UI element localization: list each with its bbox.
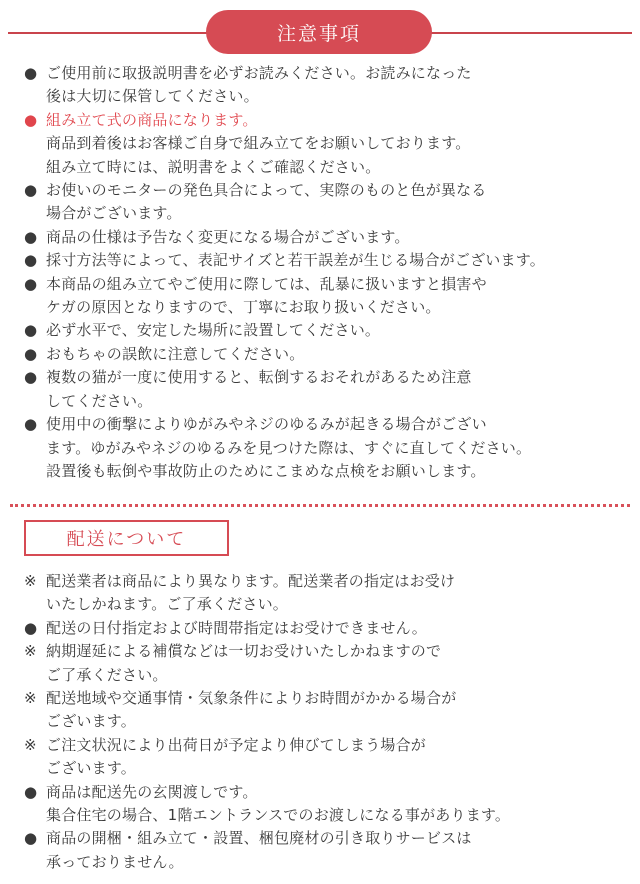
- item-text-line: 商品は配送先の玄関渡しです。: [46, 782, 258, 801]
- list-item: [24, 319, 624, 342]
- delivery-list: [24, 570, 624, 874]
- list-item: [24, 226, 624, 249]
- item-text-line: ます。ゆがみやネジのゆるみを見つけた際は、すぐに直してください。: [46, 438, 532, 457]
- list-item: [24, 132, 624, 179]
- item-text-line: 使用中の衝撃によりゆがみやネジのゆるみが起きる場合がござい: [46, 415, 487, 434]
- list-item: [24, 734, 624, 781]
- item-text-line: 承っておりません。: [46, 852, 184, 871]
- delivery-title: 配送について: [24, 520, 229, 556]
- item-text-line: 配送業者は商品により異なります。配送業者の指定はお受け: [46, 572, 456, 590]
- bullet-mark: ●: [24, 227, 38, 246]
- item-text-line: 組み立て式の商品になります。: [46, 110, 258, 129]
- note-mark: ※: [24, 642, 37, 661]
- notes-list: [24, 62, 624, 483]
- item-text-line: ございます。: [46, 712, 137, 731]
- item-text-line: 後は大切に保管してください。: [46, 87, 259, 106]
- bullet-mark: ●: [24, 829, 38, 848]
- list-item: [24, 781, 624, 804]
- item-text-line: 設置後も転倒や事故防止のためにこまめな点検をお願いします。: [46, 461, 486, 480]
- notes-header: [0, 10, 640, 54]
- list-item: [24, 366, 624, 413]
- item-text-line: ございます。: [46, 759, 137, 778]
- item-text-line: ケガの原因となりますので、丁寧にお取り扱いください。: [46, 298, 441, 317]
- bullet-mark: ●: [24, 64, 38, 82]
- list-item: [24, 249, 624, 272]
- bullet-mark: ●: [24, 618, 38, 637]
- list-item: [24, 640, 624, 687]
- item-text-line: 商品の仕様は予告なく変更になる場合がございます。: [46, 227, 410, 246]
- item-text-line: 納期遅延による補償などは一切お受けいたしかねますので: [46, 642, 442, 661]
- item-text-line: 採寸方法等によって、表記サイズと若干誤差が生じる場合がございます。: [46, 251, 545, 270]
- list-item: [24, 804, 624, 827]
- list-item: [24, 273, 624, 320]
- item-text-line: 複数の猫が一度に使用すると、転倒するおそれがあるため注意: [46, 368, 472, 387]
- bullet-mark: ●: [24, 344, 38, 363]
- list-item: [24, 617, 624, 640]
- bullet-mark: ●: [24, 368, 38, 387]
- bullet-mark: ●: [24, 181, 38, 200]
- item-text-line: 配送地域や交通事情・気象条件によりお時間がかかる場合が: [46, 689, 457, 708]
- item-text-line: 配送の日付指定および時間帯指定はお受けできません。: [46, 618, 427, 637]
- item-text-line: ご注文状況により出荷日が予定より伸びてしまう場合が: [46, 735, 427, 754]
- bullet-mark: ●: [24, 274, 38, 293]
- item-text-line: 必ず水平で、安定した場所に設置してください。: [46, 321, 381, 340]
- notes-title: 注意事項: [206, 10, 432, 54]
- note-mark: ※: [24, 572, 37, 590]
- item-text-line: お使いのモニターの発色具合によって、実際のものと色が異なる: [46, 181, 487, 200]
- note-mark: ※: [24, 689, 37, 708]
- list-item: [24, 109, 624, 132]
- item-text-line: 集合住宅の場合、1階エントランスでのお渡しになる事があります。: [46, 806, 511, 825]
- item-text-line: 場合がございます。: [46, 204, 182, 223]
- list-item: [24, 827, 624, 874]
- list-item: [24, 179, 624, 226]
- item-text-line: 本商品の組み立てやご使用に際しては、乱暴に扱いますと損害や: [46, 274, 487, 293]
- bullet-mark: ●: [24, 415, 38, 434]
- item-text-line: いたしかねます。ご了承ください。: [46, 595, 289, 614]
- bullet-mark: ●: [24, 251, 38, 270]
- list-item: [24, 570, 624, 617]
- item-text-line: 組み立て時には、説明書をよくご確認ください。: [46, 157, 381, 176]
- item-text-line: ご使用前に取扱説明書を必ずお読みください。お読みになった: [46, 64, 472, 82]
- bullet-mark: ●: [24, 782, 38, 801]
- list-item: [24, 62, 624, 109]
- item-text-line: してください。: [46, 391, 153, 410]
- list-item: [24, 413, 624, 483]
- item-text-line: 商品の開梱・組み立て・設置、梱包廃材の引き取りサービスは: [46, 829, 472, 848]
- item-text-line: おもちゃの誤飲に注意してください。: [46, 344, 305, 363]
- item-text-line: ご了承ください。: [46, 665, 168, 684]
- bullet-mark: ●: [24, 110, 38, 129]
- item-text-line: 商品到着後はお客様ご自身で組み立てをお願いしております。: [46, 134, 471, 153]
- note-mark: ※: [24, 735, 37, 754]
- list-item: [24, 343, 624, 366]
- list-item: [24, 687, 624, 734]
- dotted-divider: [10, 504, 630, 507]
- bullet-mark: ●: [24, 321, 38, 340]
